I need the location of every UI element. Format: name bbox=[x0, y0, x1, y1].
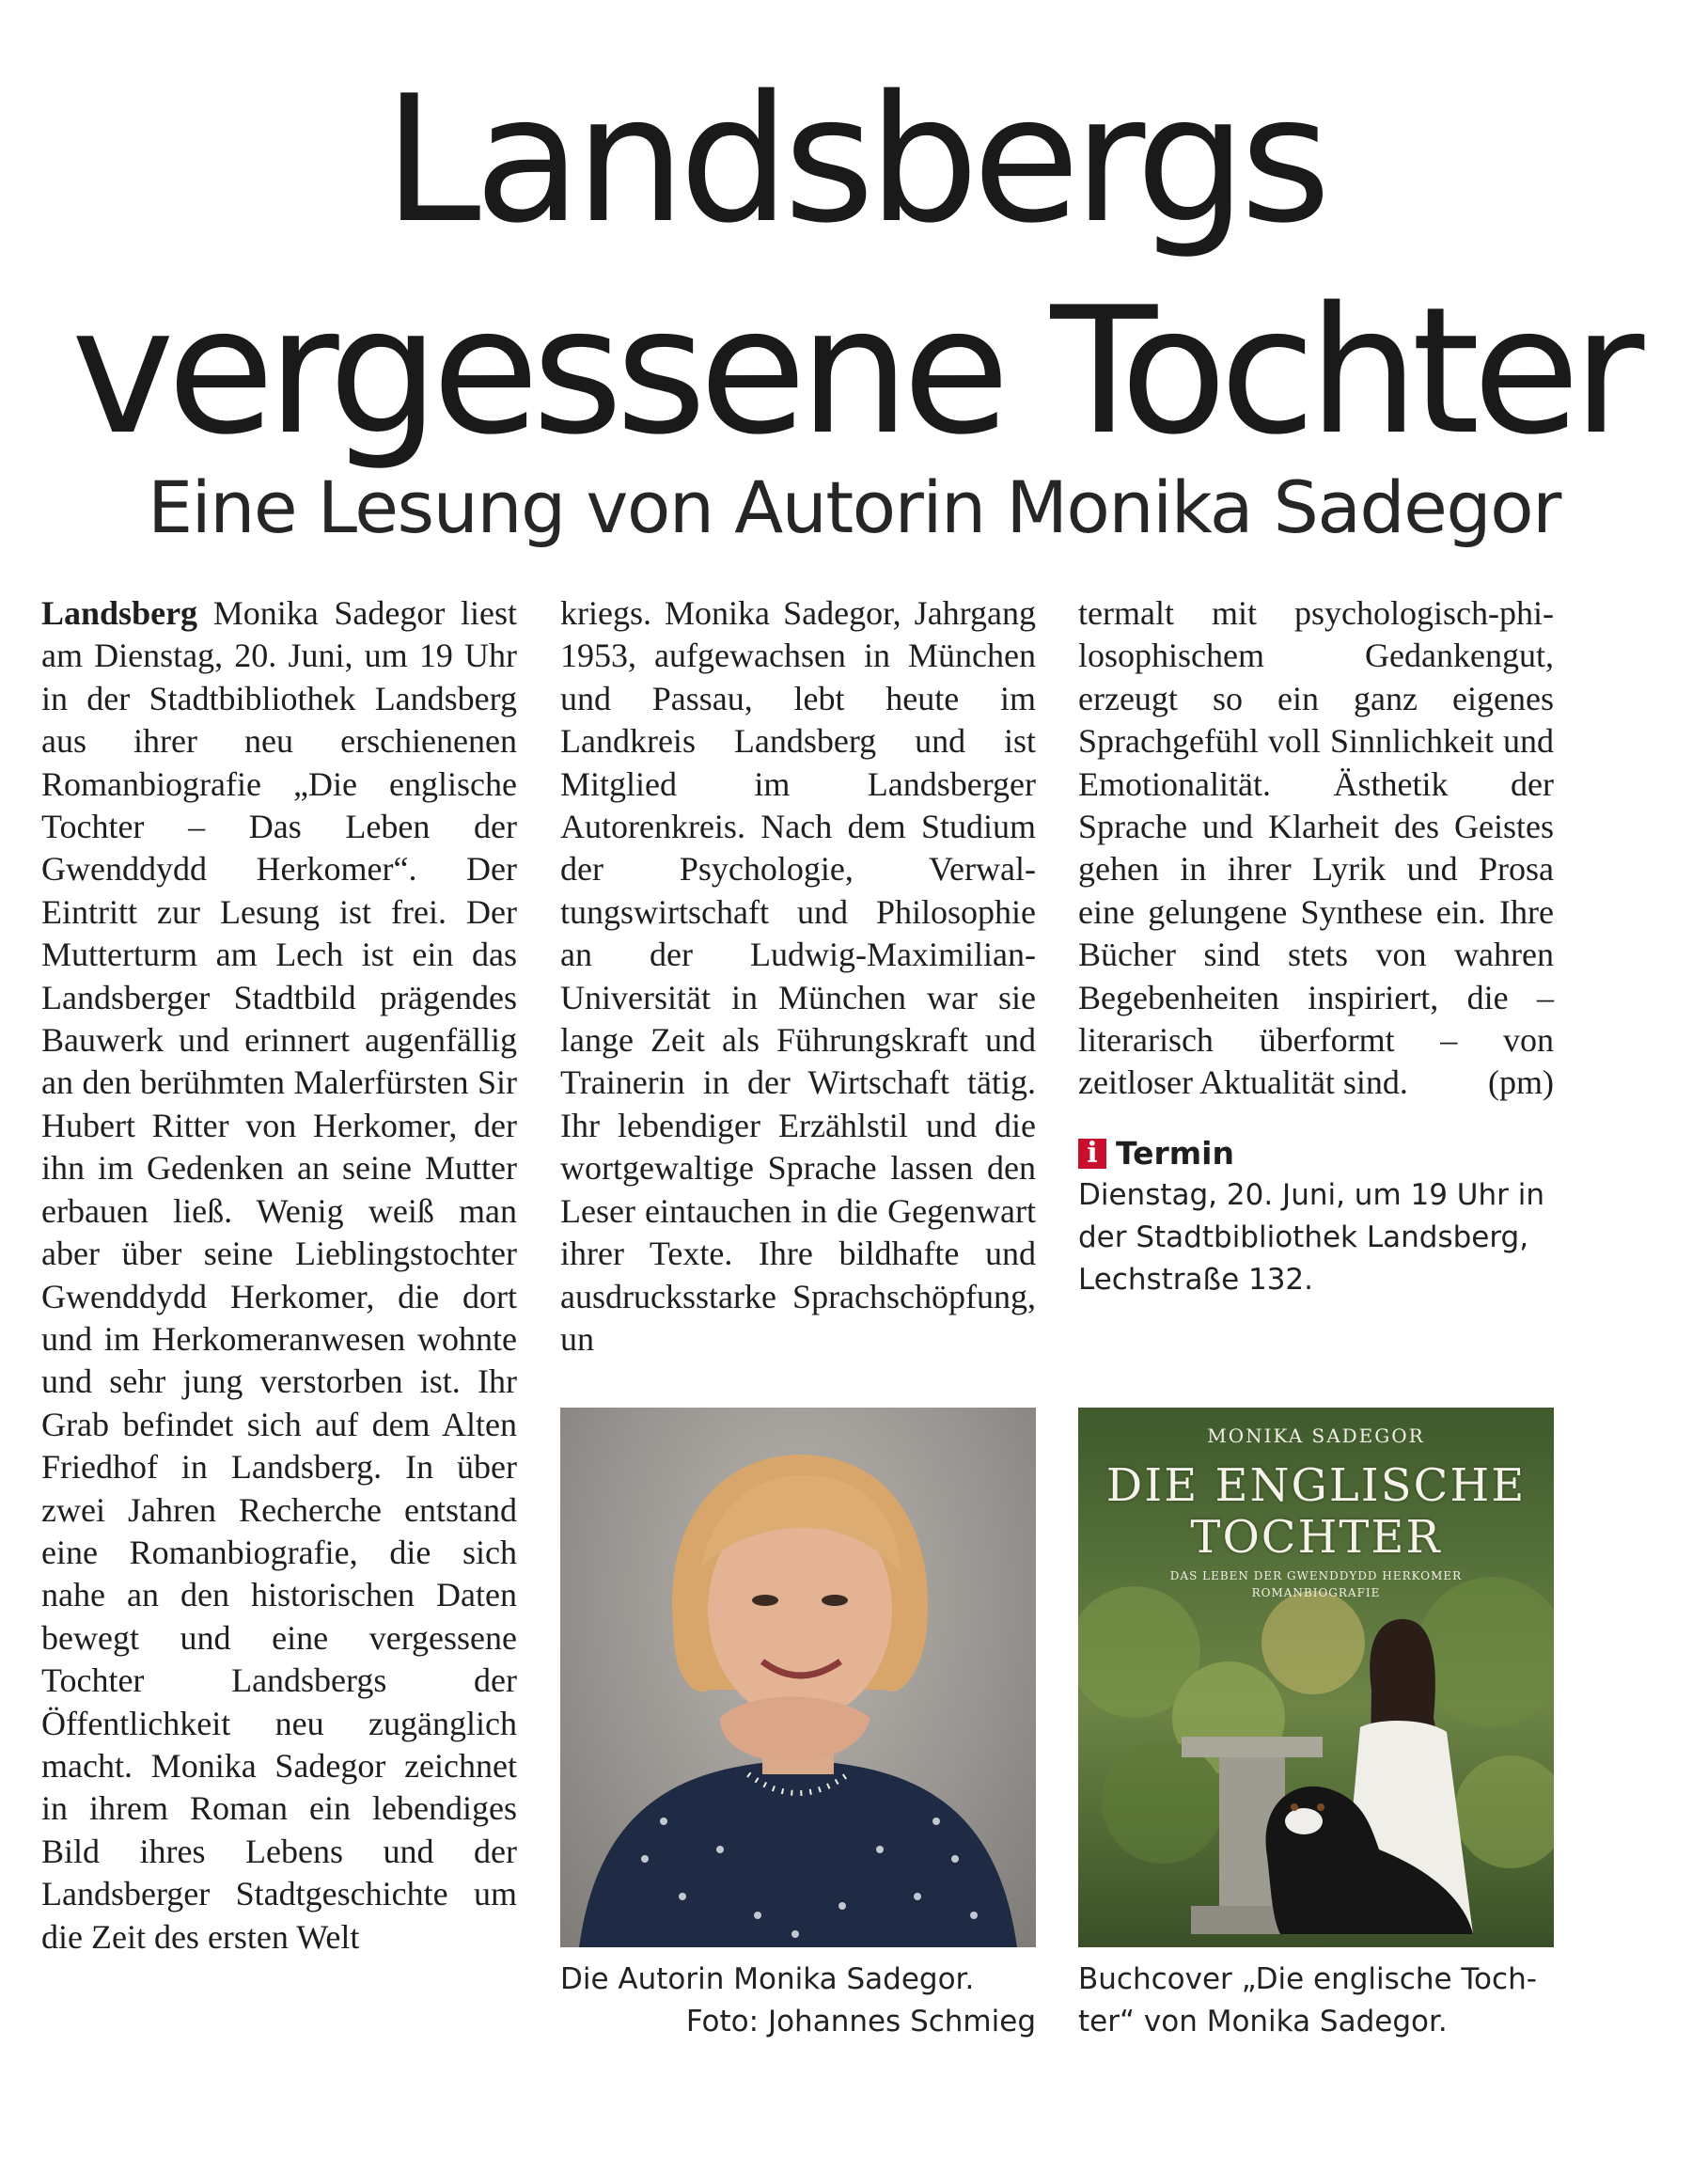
author-signature: (pm) bbox=[1488, 1063, 1554, 1102]
termin-line-2: der Stadtbibliothek Landsberg, bbox=[1078, 1220, 1529, 1254]
termin-line-1: Dienstag, 20. Juni, um 19 Uhr in bbox=[1078, 1177, 1544, 1212]
article-column-1 bbox=[41, 592, 517, 1959]
cover-genre: ROMANBIOGRAFIE bbox=[1251, 1586, 1381, 1599]
termin-line-3: Lechstraße 132. bbox=[1078, 1262, 1314, 1297]
author-caption-text: Die Autorin Monika Sadegor. bbox=[560, 1962, 975, 1996]
termin-heading-text: Termin bbox=[1116, 1134, 1234, 1172]
author-photo bbox=[560, 1408, 1036, 1947]
photo-credit: Foto: Johannes Schmieg bbox=[685, 2005, 1036, 2038]
book-cover bbox=[1078, 1408, 1554, 1947]
cover-author: MONIKA SADEGOR bbox=[1207, 1424, 1425, 1447]
cover-subtitle: DAS LEBEN DER GWENDDYDD HERKOMER bbox=[1169, 1569, 1463, 1582]
cover-title-line-1: DIE ENGLISCHE bbox=[1105, 1459, 1527, 1512]
article-column-2 bbox=[560, 592, 1036, 1361]
headline-line-1: Landsbergs bbox=[383, 57, 1325, 261]
article-text-col1: Monika Sadegor liest am Dienstag, 20. Juni, um 19 Uhr in der Stadtbibliothek Landsberg aus ihrer neu erschienenen Romanbiografie „Die englische Tochter – Das Leben der Gwenddydd Herkomer“. Der Eintritt zur Lesung ist frei. Der Mutterturm am Lech ist ein das Landsberger Stadtbild prägendes Bauwerk und erinnert augenfällig an den berühmten Malerfürsten Sir Hubert Ritter von Herkomer, der ihn im Gedenken an seine Mutter erbauen ließ. Wenig weiß man aber über seine Lieblingstochter Gwenddydd Herkomer, die dort und im Herkomeranwesen wohnte und sehr jung verstorben ist. Ihr Grab befindet sich auf dem Alten Friedhof in Landsberg. In über zwei Jahren Recherche entstand eine Romanbiografie, die sich nahe an den historischen Daten bewegt und eine vergessene Tochter Landsbergs der Öffentlichkeit neu zugänglich macht. Monika Sadegor zeichnet in ihrem Roman ein lebendiges Bild ihres Lebens und der Landsberger Stadtgeschichte um die Zeit des ersten Welt bbox=[41, 594, 518, 1956]
article-text-col3: termalt mit psychologisch-philosophischem Gedankengut, erzeugt so ein ganz eigenes Sprachgefühl voll Sinnlichkeit und Emotionalität. Ästhetik der Sprache und Klarheit des Geistes gehen in ihrer Lyrik und Prosa eine gelungene Synthese ein. Ihre Bücher sind stets von wahren Begebenheiten inspiriert, die – literarisch überformt – von zeitloser Aktualität sind. bbox=[1078, 594, 1554, 1102]
termin-heading bbox=[1078, 1133, 1554, 1174]
subheadline: Eine Lesung von Autorin Monika Sadegor bbox=[148, 465, 1560, 549]
article-text-col2: kriegs. Monika Sadegor, Jahrgang 1953, aufgewachsen in München und Passau, lebt heute im Landkreis Landsberg und ist Mitglied im Landsberger Autorenkreis. Nach dem Studium der Psychologie, Verwaltungswirtschaft und Philosophie an der Ludwig-Maximilian-Universität in München war sie lange Zeit als Führungskraft und Trainerin in der Wirtschaft tätig. Ihr lebendiger Erzählstil und die wortgewaltige Sprache lassen den Leser eintauchen in die Gegenwart ihrer Texte. Ihre bildhafte und ausdrucksstarke Sprachschöpfung, un bbox=[560, 594, 1036, 1358]
cover-caption-line-2: ter“ von Monika Sadegor. bbox=[1078, 2005, 1448, 2038]
headline-line-2: vergessene Tochter bbox=[71, 269, 1637, 473]
book-cover-caption bbox=[1078, 1959, 1554, 2043]
article-column-3 bbox=[1078, 592, 1554, 1301]
termin-details bbox=[1078, 1174, 1554, 1301]
dateline: Landsberg bbox=[41, 594, 198, 632]
author-portrait-illustration bbox=[560, 1408, 1036, 1947]
info-icon: i bbox=[1078, 1139, 1106, 1169]
cover-title-line-2: TOCHTER bbox=[1190, 1511, 1442, 1564]
cover-caption-line-1: Buchcover „Die englische Toch- bbox=[1078, 1962, 1537, 1996]
author-photo-caption bbox=[560, 1959, 1036, 2043]
